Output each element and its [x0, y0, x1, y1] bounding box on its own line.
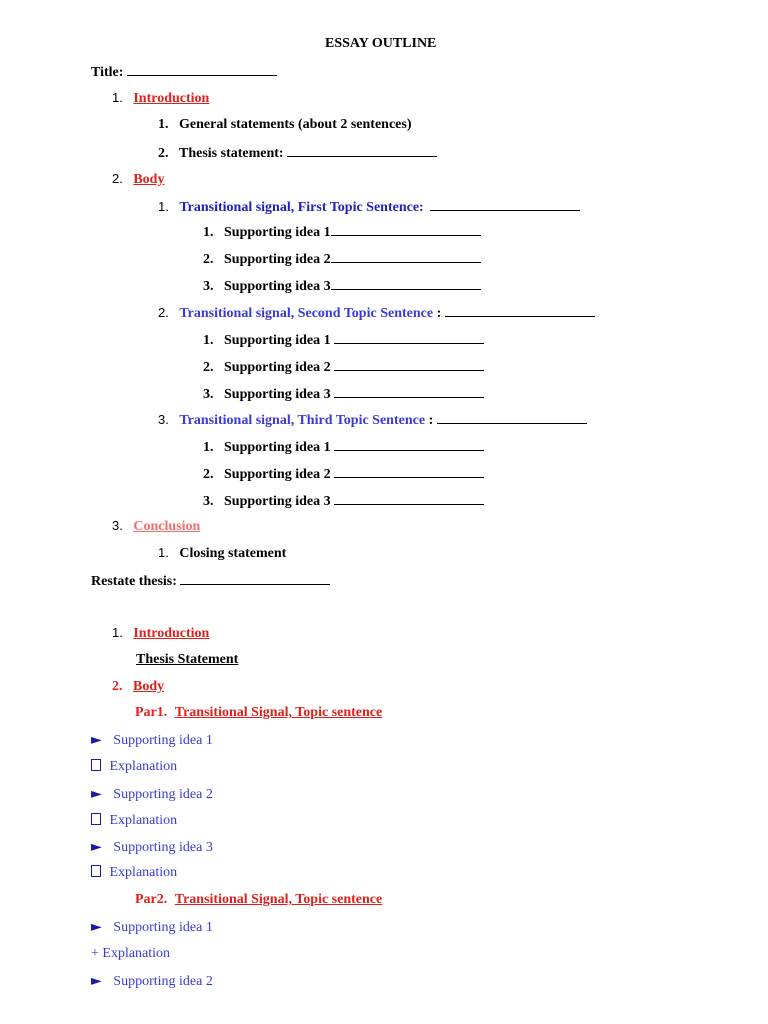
supporting-idea-blank — [334, 491, 484, 505]
supporting-idea-row — [203, 357, 484, 377]
list-number: 3. — [112, 518, 123, 533]
intro-item — [158, 143, 437, 163]
sample-thesis-label: Thesis Statement — [136, 652, 239, 667]
list-number: 1. — [158, 117, 169, 132]
title-label: Title: — [91, 65, 124, 80]
par-topic: Transitional Signal, Topic sentence — [174, 705, 383, 720]
list-number: 3. — [203, 279, 214, 294]
supporting-idea-label: Supporting idea 3 — [224, 494, 331, 509]
par2-heading — [135, 891, 382, 909]
topic-sentence-label: Transitional signal, First Topic Sentence: — [179, 200, 424, 215]
checkbox-icon — [91, 865, 101, 877]
list-number: 1. — [112, 625, 123, 640]
sample-explanation — [91, 945, 170, 963]
sample-item-text: Explanation — [109, 759, 178, 774]
page-title: ESSAY OUTLINE — [325, 36, 437, 51]
title-blank — [127, 62, 277, 76]
supporting-idea-label: Supporting idea 1 — [224, 333, 331, 348]
sample-item-text: Explanation — [102, 946, 171, 961]
thesis-label: Thesis statement: — [179, 146, 284, 161]
supporting-idea-row — [203, 330, 484, 350]
right-pointer-icon: ► — [91, 786, 102, 802]
restate-thesis-line — [91, 571, 330, 591]
sample-item-text: Supporting idea 2 — [113, 787, 213, 802]
list-number: 3. — [203, 387, 214, 402]
topic-sentence-blank — [437, 410, 587, 424]
sample-item-text: Supporting idea 1 — [113, 920, 213, 935]
sample-intro-label: Introduction — [133, 626, 210, 641]
plus-marker: + — [91, 946, 99, 961]
sample-item-text: Supporting idea 2 — [113, 974, 213, 989]
par-label: Par1. — [135, 705, 168, 720]
topic-sentence-row — [158, 197, 580, 217]
restate-thesis-label: Restate thesis: — [91, 574, 177, 589]
list-number: 2. — [203, 360, 214, 375]
sample-supporting-idea — [91, 838, 213, 857]
supporting-idea-blank — [334, 464, 484, 478]
list-number: 2. — [203, 467, 214, 482]
right-pointer-icon: ► — [91, 839, 102, 855]
list-number: 2. — [112, 679, 123, 694]
supporting-idea-row — [203, 464, 484, 484]
list-number: 1. — [112, 90, 123, 105]
supporting-idea-blank — [331, 222, 481, 236]
supporting-idea-blank — [331, 249, 481, 263]
outline-body — [112, 170, 164, 189]
thesis-blank — [287, 143, 437, 157]
topic-sentence-sep: : — [428, 413, 434, 428]
topic-sentence-sep: : — [436, 306, 442, 321]
sample-item-text: Supporting idea 3 — [113, 840, 213, 855]
list-number: 3. — [203, 494, 214, 509]
sample-body-label: Body — [133, 679, 165, 694]
topic-sentence-blank — [430, 197, 580, 211]
checkbox-icon — [91, 813, 101, 825]
sample-explanation — [91, 758, 177, 776]
par-label: Par2. — [135, 892, 168, 907]
intro-item-text: General statements (about 2 sentences) — [179, 117, 412, 132]
supporting-idea-label: Supporting idea 1 — [224, 225, 331, 240]
supporting-idea-label: Supporting idea 2 — [224, 467, 331, 482]
list-number: 1. — [203, 440, 214, 455]
topic-sentence-row — [158, 410, 587, 430]
supporting-idea-row — [203, 249, 481, 269]
supporting-idea-label: Supporting idea 1 — [224, 440, 331, 455]
sample-body — [112, 678, 164, 696]
sample-supporting-idea — [91, 731, 213, 750]
list-number: 1. — [158, 199, 169, 214]
supporting-idea-label: Supporting idea 3 — [224, 279, 331, 294]
list-number: 2. — [112, 171, 123, 186]
topic-sentence-label: Transitional signal, Third Topic Sentence — [179, 413, 426, 428]
list-number: 2. — [203, 252, 214, 267]
sample-item-text: Explanation — [109, 813, 178, 828]
sample-item-text: Explanation — [109, 865, 178, 880]
right-pointer-icon: ► — [91, 732, 102, 748]
title-line — [91, 62, 277, 82]
supporting-idea-blank — [331, 276, 481, 290]
section-body-label: Body — [133, 172, 165, 187]
supporting-idea-blank — [334, 330, 484, 344]
topic-sentence-row — [158, 303, 595, 323]
right-pointer-icon: ► — [91, 919, 102, 935]
sample-intro — [112, 624, 209, 643]
supporting-idea-row — [203, 276, 481, 296]
topic-sentence-label: Transitional signal, Second Topic Sentence — [179, 306, 434, 321]
supporting-idea-row — [203, 384, 484, 404]
section-conclusion-label: Conclusion — [133, 519, 201, 534]
list-number: 3. — [158, 412, 169, 427]
supporting-idea-row — [203, 437, 484, 457]
intro-item — [158, 116, 412, 134]
section-intro-label: Introduction — [133, 91, 210, 106]
sample-item-text: Supporting idea 1 — [113, 733, 213, 748]
par1-heading — [135, 704, 382, 722]
checkbox-icon — [91, 759, 101, 771]
list-number: 2. — [158, 146, 169, 161]
outline-conclusion — [112, 517, 200, 536]
supporting-idea-blank — [334, 384, 484, 398]
sample-supporting-idea — [91, 785, 213, 804]
conclusion-item — [158, 544, 286, 563]
right-pointer-icon: ► — [91, 973, 102, 989]
outline-intro — [112, 89, 209, 108]
list-number: 1. — [158, 545, 169, 560]
supporting-idea-label: Supporting idea 3 — [224, 387, 331, 402]
list-number: 2. — [158, 305, 169, 320]
list-number: 1. — [203, 333, 214, 348]
supporting-idea-row — [203, 491, 484, 511]
supporting-idea-label: Supporting idea 2 — [224, 252, 331, 267]
sample-explanation — [91, 864, 177, 882]
sample-supporting-idea — [91, 972, 213, 991]
supporting-idea-blank — [334, 357, 484, 371]
list-number: 1. — [203, 225, 214, 240]
topic-sentence-blank — [445, 303, 595, 317]
conclusion-item-text: Closing statement — [179, 546, 287, 561]
sample-explanation — [91, 812, 177, 830]
restate-thesis-blank — [180, 571, 330, 585]
supporting-idea-label: Supporting idea 2 — [224, 360, 331, 375]
sample-supporting-idea — [91, 918, 213, 937]
supporting-idea-row — [203, 222, 481, 242]
par-topic: Transitional Signal, Topic sentence — [174, 892, 383, 907]
supporting-idea-blank — [334, 437, 484, 451]
